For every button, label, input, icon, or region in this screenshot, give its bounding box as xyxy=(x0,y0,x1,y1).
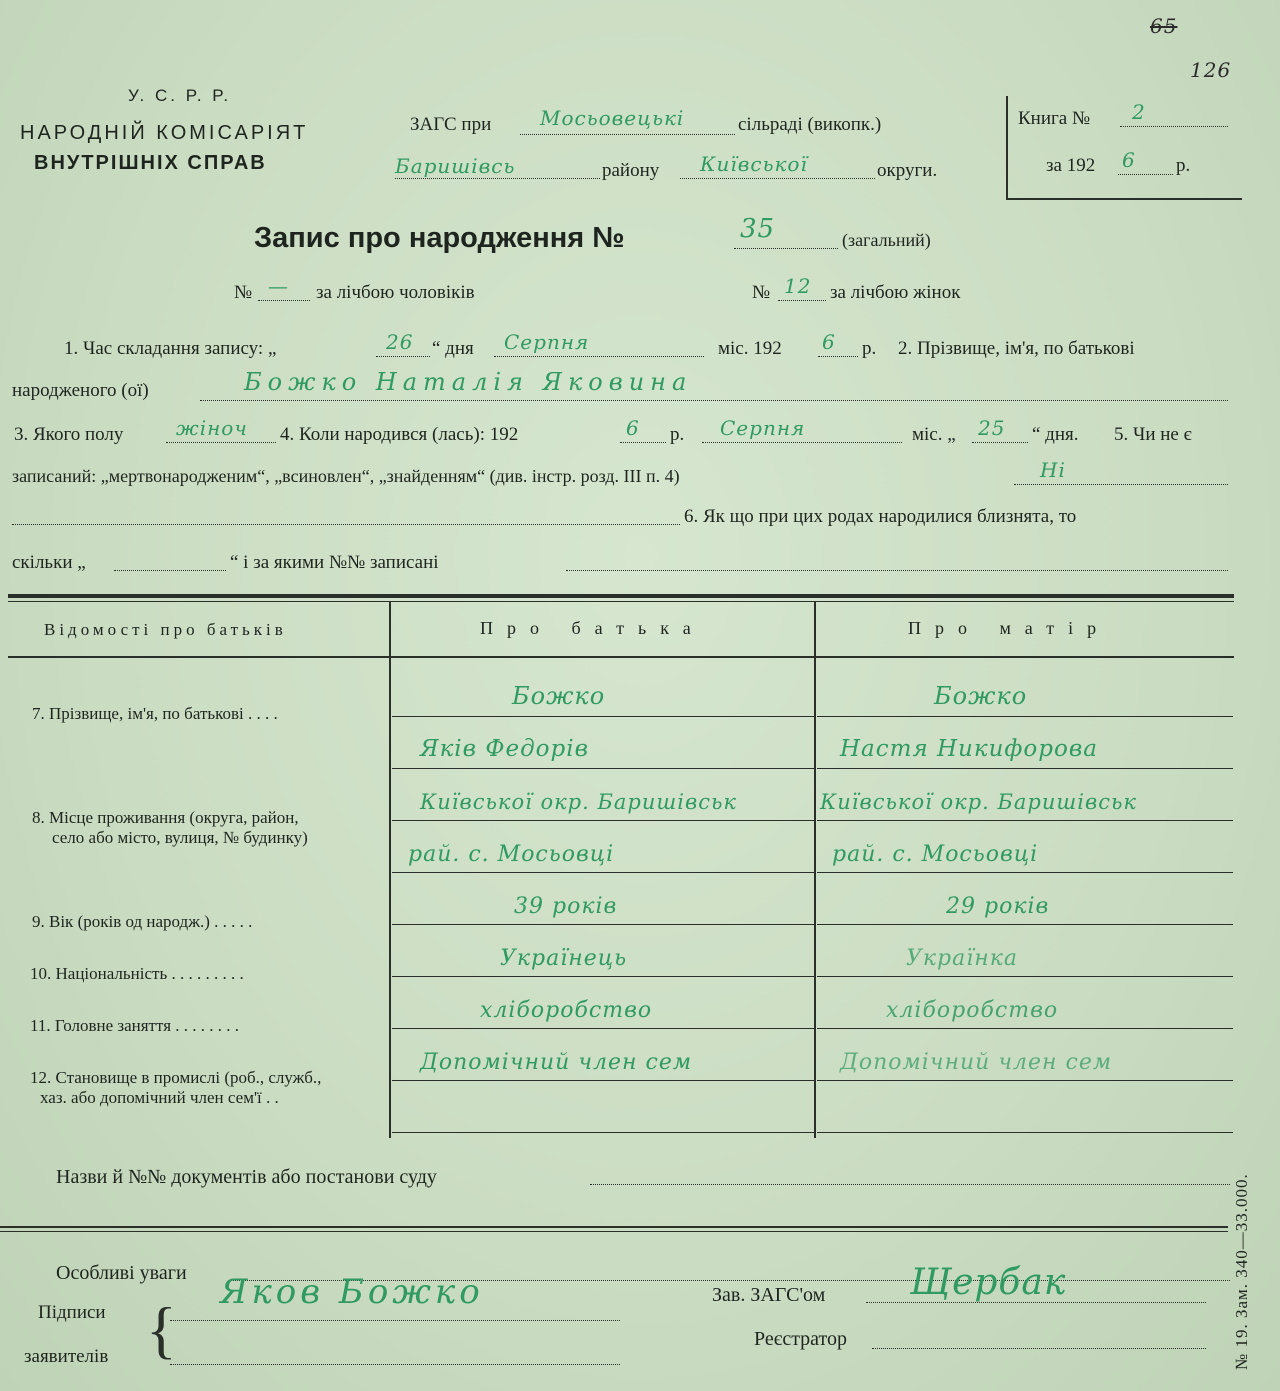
book-box-left xyxy=(1006,96,1008,200)
book-year-suffix: р. xyxy=(1176,155,1191,176)
district-dots xyxy=(395,178,600,179)
field6-numbers-dots xyxy=(566,570,1228,571)
book-box-bottom xyxy=(1006,198,1242,200)
mother-name: Настя Никифорова xyxy=(840,736,1098,762)
mother-occupation: хліборобство xyxy=(886,998,1059,1023)
col3-line-4 xyxy=(817,872,1233,873)
father-position: Допомічний член сем xyxy=(420,1050,693,1075)
women-prefix: № xyxy=(752,282,771,303)
col3-line-5 xyxy=(817,924,1233,925)
father-name: Яків Федорів xyxy=(420,736,589,762)
book-year-dots xyxy=(1118,174,1173,175)
applicant-signature: Яков Божко xyxy=(220,1272,484,1312)
registrar-label: Реєстратор xyxy=(754,1328,848,1350)
field4-month-label: міс. „ xyxy=(912,424,956,445)
table-top-rule xyxy=(8,594,1234,598)
field2-label: 2. Прізвище, ім'я, по батькові xyxy=(898,338,1135,359)
record-title: Запис про народження № xyxy=(254,222,625,254)
field6-label-end: “ і за якими №№ записані xyxy=(230,552,439,573)
field4-day-dots xyxy=(972,442,1028,443)
col3-line-1 xyxy=(817,716,1233,717)
col3-line-6 xyxy=(817,976,1233,977)
okruha-label: округи. xyxy=(877,160,938,181)
col2-line-6 xyxy=(392,976,814,977)
men-hw: — xyxy=(268,274,289,298)
zags-suffix: сільраді (викопк.) xyxy=(738,114,882,135)
table-col1-header: Відомості про батьків xyxy=(44,620,287,639)
col2-line-7 xyxy=(392,1028,814,1029)
mother-position: Допомічний член сем xyxy=(840,1050,1113,1075)
row10-label: 10. Національність . . . . . . . . . xyxy=(30,964,244,983)
org-line-1: У. С. Р. Р. xyxy=(128,86,232,105)
men-prefix: № xyxy=(234,282,253,303)
men-label: за лічбою чоловіків xyxy=(316,282,475,303)
col3-line-8 xyxy=(817,1080,1233,1081)
field1-month-dots xyxy=(494,356,704,357)
father-nationality: Українець xyxy=(500,946,628,971)
row12-label-2: хаз. або допомічний член сем'ї . . xyxy=(40,1088,279,1107)
zags-prefix: ЗАГС при xyxy=(410,114,492,135)
father-residence-1: Київської окр. Баришівськ xyxy=(420,790,737,814)
corner-number-new: 126 xyxy=(1190,58,1232,82)
mother-age: 29 років xyxy=(946,894,1050,919)
record-number-hw: 35 xyxy=(740,214,776,244)
mother-residence-2: рай. с. Мосьовці xyxy=(832,842,1039,867)
field1-day-hw: 26 xyxy=(386,330,414,354)
father-surname: Божко xyxy=(512,682,606,710)
col3-line-7 xyxy=(817,1028,1233,1029)
okruha-dots xyxy=(680,178,875,179)
org-line-2: НАРОДНІЙ КОМІСАРІЯТ xyxy=(20,122,309,144)
field4-month-dots xyxy=(702,442,902,443)
row12-label: 12. Становище в промислі (роб., служб., xyxy=(30,1068,322,1087)
org-line-3: ВНУТРІШНІХ СПРАВ xyxy=(34,152,267,174)
mother-surname: Божко xyxy=(934,682,1028,710)
documents-dots xyxy=(590,1184,1230,1185)
field4-day-label: “ дня. xyxy=(1032,424,1079,445)
field1-month-label: міс. 192 xyxy=(718,338,782,359)
table-col3-header: Про матір xyxy=(908,618,1111,638)
field5-dots xyxy=(1014,484,1228,485)
row9-label: 9. Вік (років од народж.) . . . . . xyxy=(32,912,253,931)
row8-label: 8. Місце проживання (округа, район, xyxy=(32,808,299,827)
book-label: Книга № xyxy=(1018,108,1091,129)
table-header-rule xyxy=(8,656,1234,658)
field5-extra-dots xyxy=(12,524,680,525)
col2-line-2 xyxy=(392,768,814,769)
women-dots xyxy=(778,300,826,301)
field4-month-hw: Серпня xyxy=(720,416,806,440)
field4-label: 4. Коли народився (лась): 192 xyxy=(280,424,519,445)
mother-residence-1: Київської окр. Баришівськ xyxy=(820,790,1137,814)
row8-label-2: село або місто, вулиця, № будинку) xyxy=(52,828,308,847)
field2-name-hw: Божко Наталія Яковина xyxy=(244,368,693,396)
field3-dots xyxy=(166,442,276,443)
field1-year-dots xyxy=(818,356,858,357)
book-number-dots xyxy=(1120,126,1228,127)
field6-count-dots xyxy=(114,570,226,571)
row11-label: 11. Головне заняття . . . . . . . . xyxy=(30,1016,240,1035)
col2-line-1 xyxy=(392,716,814,717)
col3-line-3 xyxy=(817,820,1233,821)
signatures-brace: { xyxy=(146,1294,177,1365)
book-year-hw: 6 xyxy=(1122,148,1136,172)
applicant-signature-dots-1 xyxy=(170,1320,620,1321)
district-label: району xyxy=(602,160,660,181)
field1-label: 1. Час складання запису: „ xyxy=(64,338,277,359)
okruha-hw: Київської xyxy=(700,152,808,176)
field1-year-hw: 6 xyxy=(822,330,836,354)
field4-day-hw: 25 xyxy=(978,416,1006,440)
footer-rule-1 xyxy=(0,1226,1228,1228)
registrar-dots xyxy=(872,1348,1206,1349)
col2-line-9 xyxy=(392,1132,814,1133)
col2-line-5 xyxy=(392,924,814,925)
field1-month-hw: Серпня xyxy=(504,330,590,354)
field1-day-label: “ дня xyxy=(432,338,474,359)
book-number-hw: 2 xyxy=(1132,100,1146,124)
col2-line-3 xyxy=(392,820,814,821)
father-age: 39 років xyxy=(514,894,618,919)
zags-council-hw: Мосьовецькі xyxy=(540,106,685,130)
signatures-label-2: заявителів xyxy=(24,1346,109,1367)
mother-nationality: Українка xyxy=(906,946,1019,971)
print-note: № 19. Зам. 340—33.000. xyxy=(1232,1173,1251,1370)
table-col2-header: Про батька xyxy=(480,618,705,638)
col2-line-4 xyxy=(392,872,814,873)
applicant-signature-dots-2 xyxy=(170,1364,620,1365)
field1-day-dots xyxy=(376,356,430,357)
women-hw: 12 xyxy=(784,274,812,298)
field5-hw: Ні xyxy=(1040,458,1066,482)
field5-label-cont: записаний: „мертвонародженим“, „всиновлен“, „знайденням“ (див. інстр. розд. III п. 4) xyxy=(12,466,680,486)
field4-year-hw: 6 xyxy=(626,416,640,440)
table-col-divider-1 xyxy=(389,602,391,1138)
field3-label: 3. Якого полу xyxy=(14,424,124,445)
field3-hw: жіноч xyxy=(176,416,248,440)
head-signature: Щербак xyxy=(910,1262,1067,1303)
field1-year-suffix: р. xyxy=(862,338,877,359)
row7-label: 7. Прізвище, ім'я, по батькові . . . . xyxy=(32,704,278,723)
table-col-divider-2 xyxy=(814,602,816,1138)
district-hw: Баришівсь xyxy=(395,154,516,178)
col3-line-9 xyxy=(817,1132,1233,1133)
zags-council-dots xyxy=(520,134,735,135)
col3-line-2 xyxy=(817,768,1233,769)
field5-label: 5. Чи не є xyxy=(1114,424,1192,445)
field2-name-dots xyxy=(200,400,1228,401)
field6-label: 6. Як що при цих родах народилися близнята, то xyxy=(684,506,1077,527)
book-year-prefix: за 192 xyxy=(1046,155,1096,176)
col2-line-8 xyxy=(392,1080,814,1081)
field4-year-dots xyxy=(620,442,666,443)
field2-label-cont: народженого (ої) xyxy=(12,380,149,401)
field4-year-suffix: р. xyxy=(670,424,685,445)
field6-label-cont: скільки „ xyxy=(12,552,86,573)
father-occupation: хліборобство xyxy=(480,998,653,1023)
table-top-rule-thin xyxy=(8,601,1234,602)
corner-number-old: 65 xyxy=(1150,14,1178,38)
father-residence-2: рай. с. Мосьовці xyxy=(408,842,615,867)
women-label: за лічбою жінок xyxy=(830,282,961,303)
record-number-dots xyxy=(734,248,838,249)
documents-label: Назви й №№ документів або постанови суду xyxy=(56,1166,437,1188)
signatures-label-1: Підписи xyxy=(38,1302,106,1323)
men-dots xyxy=(258,300,310,301)
record-general-label: (загальний) xyxy=(842,230,931,250)
footer-rule-2 xyxy=(0,1231,1228,1232)
head-label: Зав. ЗАГС'ом xyxy=(712,1284,826,1306)
special-label: Особливі уваги xyxy=(56,1262,187,1284)
